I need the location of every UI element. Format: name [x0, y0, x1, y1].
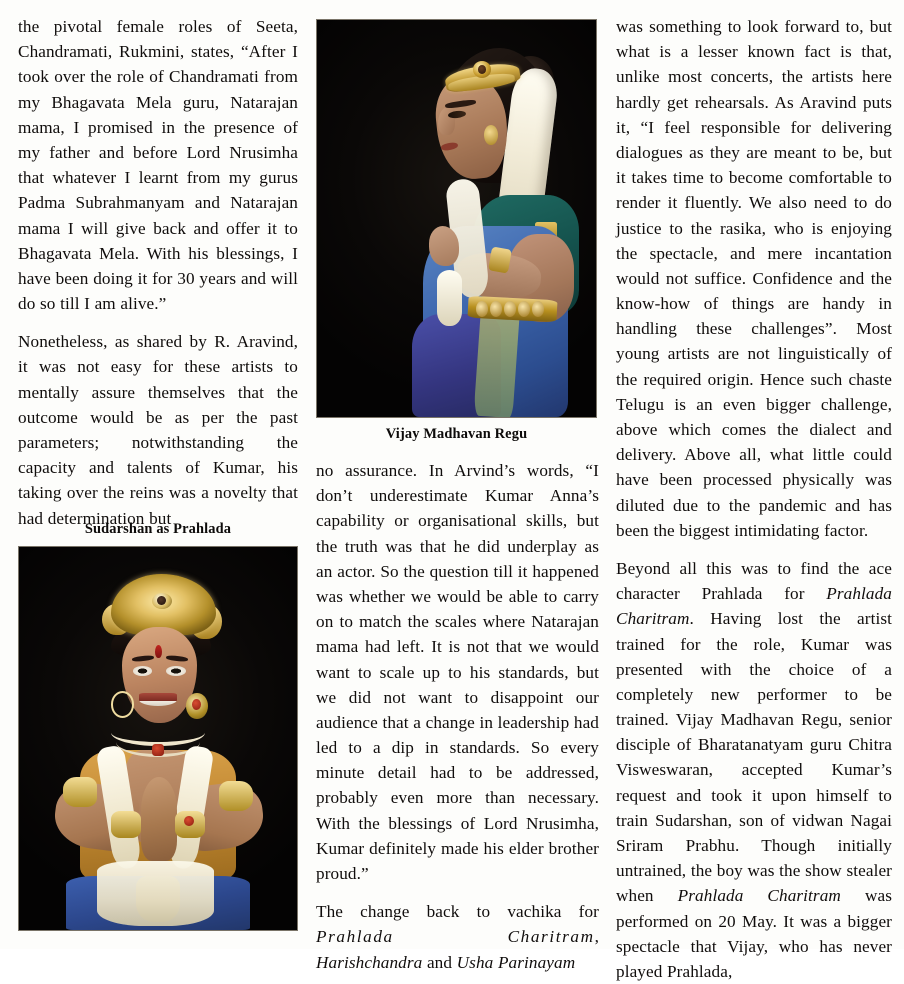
eye-right [166, 666, 185, 676]
eye-left [133, 666, 152, 676]
right-text-part-2: . Having lost the artist trained for the role, Kumar was presented with the choice of a completely new performer to be trained. Vijay Madhavan Regu, senior disciple of Bharatanatyam guru Chitra Visweswaran, accepted Kumar’s request and took it upon himself to train Sudarshan, son of vidwan Nagai Sriram Prabhu. Though initially untrained, the boy was the show stealer when [616, 609, 892, 906]
title-prahlada-charitram-1: Prahlada Charitram [616, 584, 892, 629]
title-prahlada-charitram: Prahlada Charitram [316, 927, 595, 947]
flower-cluster [437, 270, 462, 326]
paragraph-right-2 [616, 556, 892, 984]
belt-medallion [532, 301, 544, 317]
figure-caption-sudarshan: Sudarshan as Prahlada [84, 521, 232, 537]
column-left [18, 14, 298, 544]
belt-medallion [518, 301, 530, 317]
photo-vijay-scene [317, 20, 596, 417]
title-usha-parinayam: Usha Parinayam [456, 952, 576, 972]
paragraph-left-2: Nonetheless, as shared by R. Aravind, it was not easy for these artists to mentally assure themselves that the outcome would be as per the past parameters; notwithstanding the capacity and talents of Kumar, his taking over the reins was a novelty that had determination but [18, 332, 298, 528]
gold-bangles [488, 247, 511, 274]
column-middle [316, 458, 599, 975]
armband-right [219, 781, 252, 812]
title-prahlada-charitram-2: Prahlada Charitram [677, 886, 841, 906]
belt-medallion [476, 301, 488, 317]
photo-sudarshan-scene [19, 547, 297, 930]
armband-left [63, 777, 96, 808]
belt-medallion [504, 301, 516, 317]
final-paragraph-sep-2: and [422, 952, 457, 972]
photo-vijay-madhavan-regu [316, 19, 597, 418]
smiling-mouth [139, 693, 178, 706]
paragraph-middle-1: no assurance. In Arvind’s words, “I don’t underestimate Kumar Anna’s capability or organisational skills, but the truth was that he did underplay as an actor. So the question till it happened was whether we would be able to carry on to match the scales where Natarajan mama had left. It is not that we would want to scale up to his standards, but we did not want to disappoint our audience that a change in leadership had led to a dip in standards. So every minute detail had to be addressed, probably even more than necessary. With the blessings of Lord Nrusimha, Kumar definitely made his elder brother proud.” [316, 461, 599, 883]
right-text-part-3: was performed on 20 May. It was a bigger spectacle that Vijay, who has never played Prahlada, [616, 886, 892, 981]
figure-caption-vijay: Vijay Madhavan Regu [385, 426, 528, 442]
lower-garland [97, 861, 214, 926]
photo-sudarshan-as-prahlada [18, 546, 298, 931]
necklace-pendant [152, 744, 163, 755]
final-paragraph-lead: The change back to vachika for [316, 902, 599, 922]
paragraph-right-1: was something to look forward to, but what is a lesser known fact is that, unlike most concerts, the artists here hardly get rehearsals. As Aravind puts it, “I feel responsible for delivering dialogues as they are meant to be, but it takes time to become comfortable to render it fluently. We also need to do justice to the rasika, who is enjoying the spectacle, and mere incantation would not suffice. Confidence and the know-how of things are handy in handling these challenges”. Most young artists are not linguistically of the required origin. Hence such chaste Telugu is an even bigger challenge, above which comes the dialect and delivery. Above all, what little could have been processed physically was diluted due to the pandemic and has been the biggest intimidating factor. [616, 17, 892, 540]
wrist-ornament-gem [184, 816, 193, 826]
title-harishchandra: Harishchandra [316, 952, 423, 972]
wrist-ornament-left [111, 811, 142, 838]
column-right [616, 14, 892, 984]
final-paragraph-sep-1: , [594, 927, 599, 947]
hand-gesture [429, 226, 460, 266]
belt-medallion [490, 301, 502, 317]
earring-left [111, 691, 134, 718]
anjali-mudra-hands [141, 777, 177, 861]
right-text-part-1: Beyond all this was to find the ace character Prahlada for [616, 558, 892, 604]
headpiece-gem-inner [478, 65, 486, 74]
paragraph-left-1: the pivotal female roles of Seeta, Chandramati, Rukmini, states, “After I took over the role of Chandramati from my Bhagavata Mela guru, Natarajan mama, I promised in the presence of my father and before Lord Nrusimha that whatever I learnt from my gurus Padma Subrahmanyam and Natarajan mama I will give back and offer it to Bhagavata Mela. With his blessings, I have been doing it for 30 years and will do so till I am alive.” [18, 17, 298, 314]
paragraph-middle-final [316, 899, 599, 975]
